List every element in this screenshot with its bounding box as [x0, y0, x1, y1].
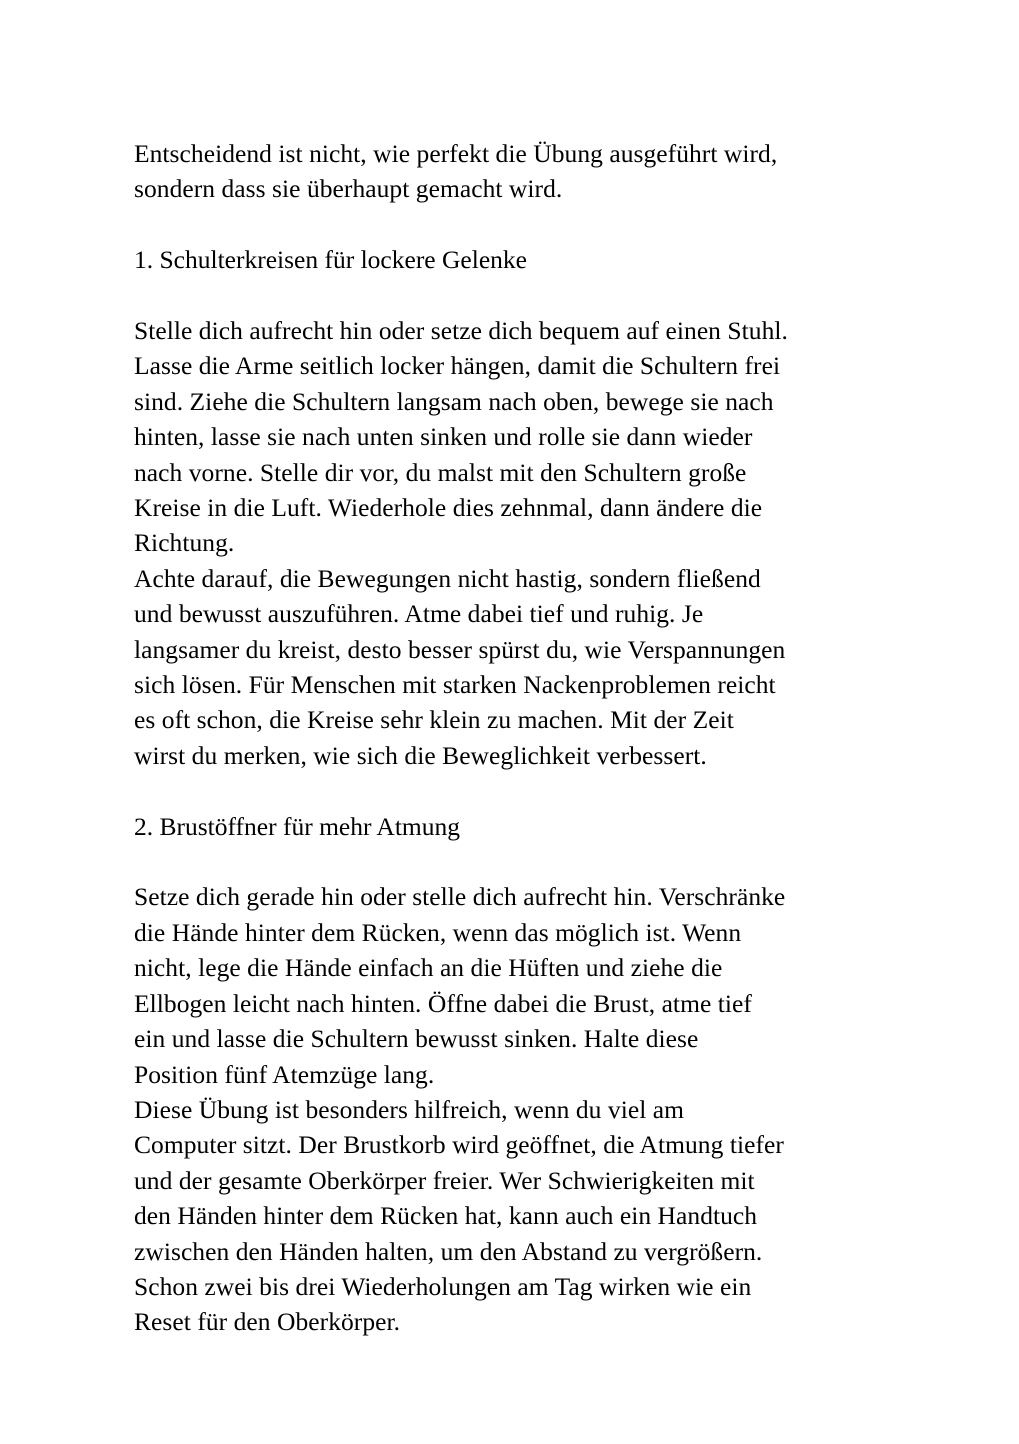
section-2-paragraph-2	[134, 1092, 890, 1340]
text-line: nach vorne. Stelle dir vor, du malst mit den Schultern große	[134, 457, 747, 487]
text-line: hinten, lasse sie nach unten sinken und rolle sie dann wieder	[134, 422, 753, 452]
text-line: nicht, lege die Hände einfach an die Hüften und ziehe die	[134, 953, 723, 983]
text-line: Stelle dich aufrecht hin oder setze dich bequem auf einen Stuhl.	[134, 316, 788, 345]
section-heading-2: 2. Brustöffner für mehr Atmung	[134, 811, 461, 841]
text-line: Computer sitzt. Der Brustkorb wird geöffnet, die Atmung tiefer	[134, 1130, 784, 1160]
text-line: Ellbogen leicht nach hinten. Öffne dabei die Brust, atme tief	[134, 988, 752, 1018]
intro-paragraph	[134, 136, 890, 207]
text-line: es oft schon, die Kreise sehr klein zu machen. Mit der Zeit	[134, 705, 734, 735]
text-line: Reset für den Oberkörper.	[134, 1307, 401, 1337]
paragraph-spacer	[134, 278, 890, 313]
text-line: und bewusst auszuführen. Atme dabei tief und ruhig. Je	[134, 599, 704, 629]
section-1-paragraph-1	[134, 313, 890, 561]
text-line: Diese Übung ist besonders hilfreich, wenn du viel am	[134, 1094, 685, 1124]
paragraph-spacer	[134, 773, 890, 808]
paragraph-spacer	[134, 844, 890, 879]
paragraph-spacer	[134, 207, 890, 242]
text-line: Lasse die Arme seitlich locker hängen, damit die Schultern frei	[134, 351, 781, 381]
text-line: Achte darauf, die Bewegungen nicht hastig, sondern fließend	[134, 563, 761, 593]
section-1-paragraph-2	[134, 561, 890, 773]
text-line: Kreise in die Luft. Wiederhole dies zehnmal, dann ändere die	[134, 493, 763, 523]
text-line: die Hände hinter dem Rücken, wenn das möglich ist. Wenn	[134, 917, 742, 947]
text-line: sind. Ziehe die Schultern langsam nach oben, bewege sie nach	[134, 386, 774, 416]
text-line: Richtung.	[134, 528, 235, 558]
section-heading-1: 1. Schulterkreisen für lockere Gelenke	[134, 245, 527, 275]
text-line: wirst du merken, wie sich die Beweglichkeit verbessert.	[134, 740, 707, 770]
text-line: sondern dass sie überhaupt gemacht wird.	[134, 174, 563, 204]
text-line: Entscheidend ist nicht, wie perfekt die Übung ausgeführt wird,	[134, 139, 778, 168]
text-line: Schon zwei bis drei Wiederholungen am Tag wirken wie ein	[134, 1271, 752, 1301]
text-line: Position fünf Atemzüge lang.	[134, 1059, 435, 1089]
text-line: sich lösen. Für Menschen mit starken Nackenproblemen reicht	[134, 670, 776, 700]
text-line: den Händen hinter dem Rücken hat, kann auch ein Handtuch	[134, 1201, 758, 1231]
section-2-paragraph-1	[134, 879, 890, 1091]
text-line: langsamer du kreist, desto besser spürst du, wie Verspannungen	[134, 634, 786, 664]
text-line: und der gesamte Oberkörper freier. Wer Schwierigkeiten mit	[134, 1165, 755, 1195]
document-body	[134, 136, 890, 1340]
text-line: Setze dich gerade hin oder stelle dich aufrecht hin. Verschränke	[134, 882, 786, 912]
text-line: zwischen den Händen halten, um den Abstand zu vergrößern.	[134, 1236, 763, 1266]
text-line: ein und lasse die Schultern bewusst sinken. Halte diese	[134, 1024, 699, 1054]
